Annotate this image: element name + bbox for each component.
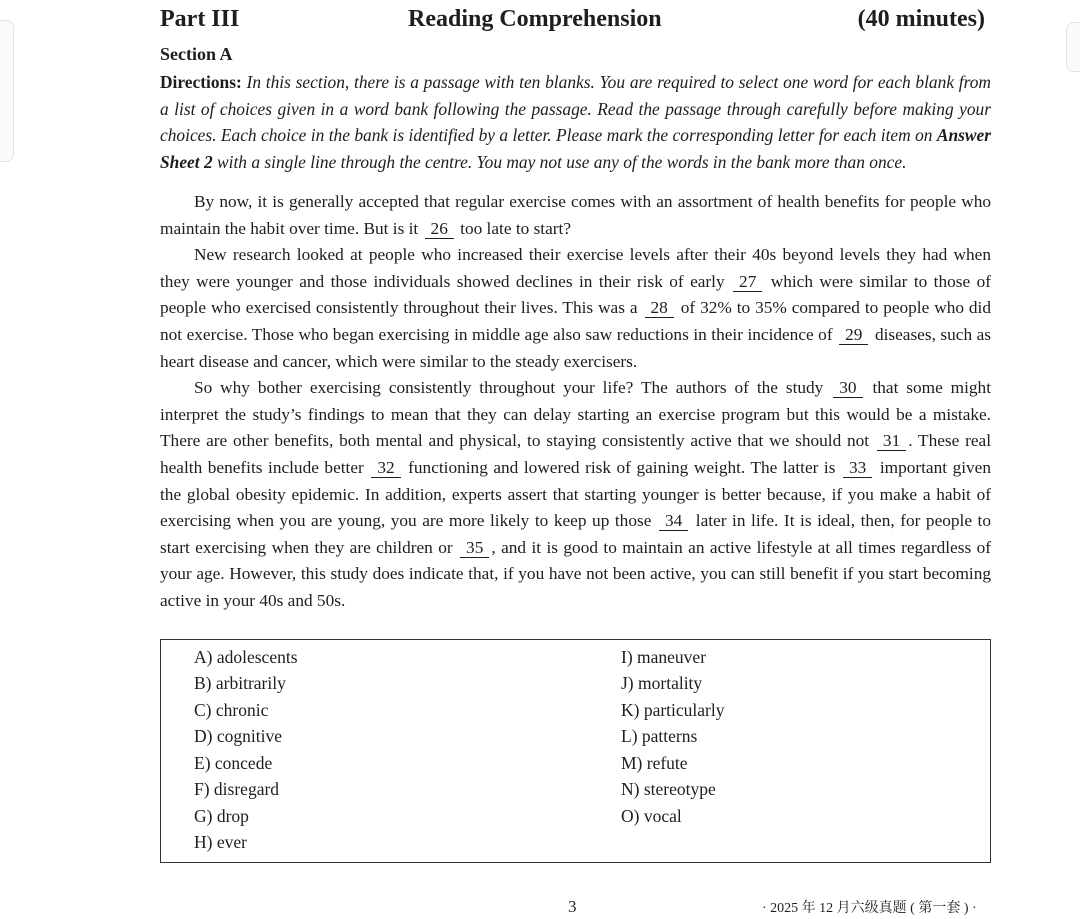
- blank-32: 32: [371, 458, 400, 478]
- word-bank-item: C) chronic: [194, 699, 269, 720]
- section-heading: Section A: [160, 44, 233, 64]
- paragraph-3: [160, 375, 991, 614]
- p2-text-3: of 32% to 35% compared to people who did not exercise. Those who began exercising in middle age also saw reductions in their incidence of: [160, 298, 992, 344]
- time-limit: (40 minutes): [857, 6, 985, 32]
- word-bank-item: G) drop: [194, 805, 249, 826]
- blank-26: 26: [425, 219, 454, 239]
- p2-text-1: New research looked at people who increased their exercise levels after their 40s beyond levels they had when they were younger and those individuals showed declines in their risk of early: [160, 245, 991, 291]
- page-header: [160, 0, 991, 44]
- p3-text-1: So why bother exercising consistently throughout your life? The authors of the study: [194, 378, 824, 398]
- directions: [160, 69, 991, 175]
- word-bank-item: B) arbitrarily: [194, 673, 286, 693]
- word-bank: [160, 639, 991, 863]
- word-bank-item: J) mortality: [621, 673, 703, 693]
- left-side-tab: [0, 20, 14, 162]
- page-title: Reading Comprehension: [408, 6, 662, 32]
- word-bank-item: N) stereotype: [621, 779, 716, 799]
- paragraph-1: [160, 189, 991, 242]
- footer-note: · 2025 年 12 月六级真题 ( 第一套 ) ·: [762, 901, 977, 916]
- blank-35: 35: [460, 538, 489, 558]
- blank-33: 33: [843, 458, 872, 478]
- directions-label: Directions:: [160, 72, 242, 92]
- word-bank-item: I) maneuver: [621, 646, 707, 667]
- p2-text-2: which were similar to those of people who exercised consistently throughout their lives. This was a: [160, 271, 991, 318]
- word-bank-item: E) concede: [194, 752, 273, 773]
- blank-27: 27: [733, 272, 762, 292]
- passage: [160, 189, 991, 615]
- blank-30: 30: [833, 378, 862, 398]
- right-side-tab: [1066, 22, 1080, 72]
- p3-text-4: functioning and lowered risk of gaining weight. The latter is: [408, 457, 836, 477]
- paragraph-2: [160, 242, 991, 375]
- answer-sheet-ref: Answer Sheet 2: [160, 125, 991, 172]
- word-bank-item: M) refute: [621, 752, 688, 773]
- word-bank-right-column: [621, 644, 725, 830]
- word-bank-left-column: [194, 644, 298, 856]
- p2-text-4: diseases, such as heart disease and cancer, which were similar to the steady exercisers.: [160, 324, 991, 371]
- p3-text-7: , and it is good to maintain an active lifestyle at all times regardless of your age. However, this study does indicate that, if you have not been active, you can still benefit if you start becoming active in your 40s and 50s.: [160, 537, 991, 610]
- blank-29: 29: [839, 325, 868, 345]
- directions-text-1: In this section, there is a passage with ten blanks. You are required to select one word for each blank from a list of choices given in a word bank following the passage. Read the passage through carefully before making your choices. Each choice in the bank is identified by a letter. Please mark the corresponding letter for each item on: [160, 72, 991, 145]
- p3-text-3: . These real health benefits include better: [160, 431, 991, 477]
- blank-28: 28: [645, 298, 674, 318]
- p3-text-5: important given the global obesity epidemic. In addition, experts assert that starting younger is better because, if you make a habit of exercising when you are young, you are more likely to keep up those: [160, 457, 991, 531]
- word-bank-item: H) ever: [194, 832, 247, 852]
- word-bank-item: K) particularly: [621, 699, 725, 720]
- p3-text-2: that some might interpret the study’s findings to mean that they can delay starting an exercise program but this would be a mistake. There are other benefits, both mental and physical, to staying consistently active that we should not: [160, 378, 992, 451]
- word-bank-item: O) vocal: [621, 805, 682, 826]
- word-bank-item: D) cognitive: [194, 726, 282, 746]
- blank-31: 31: [877, 431, 906, 451]
- part-label: Part III: [160, 6, 240, 32]
- p1-text-1: By now, it is generally accepted that regular exercise comes with an assortment of health benefits for people who maintain the habit over time. But is it: [160, 192, 991, 238]
- p3-text-6: later in life. It is ideal, then, for people to start exercising when they are children or: [160, 511, 991, 557]
- document-page: [160, 0, 991, 863]
- p1-text-2: too late to start?: [460, 218, 572, 238]
- word-bank-item: F) disregard: [194, 779, 280, 799]
- page-number: 3: [568, 897, 577, 916]
- directions-text-2: with a single line through the centre. You may not use any of the words in the bank more than once.: [217, 151, 907, 172]
- blank-34: 34: [659, 511, 688, 531]
- word-bank-item: L) patterns: [621, 726, 698, 746]
- word-bank-item: A) adolescents: [194, 646, 298, 667]
